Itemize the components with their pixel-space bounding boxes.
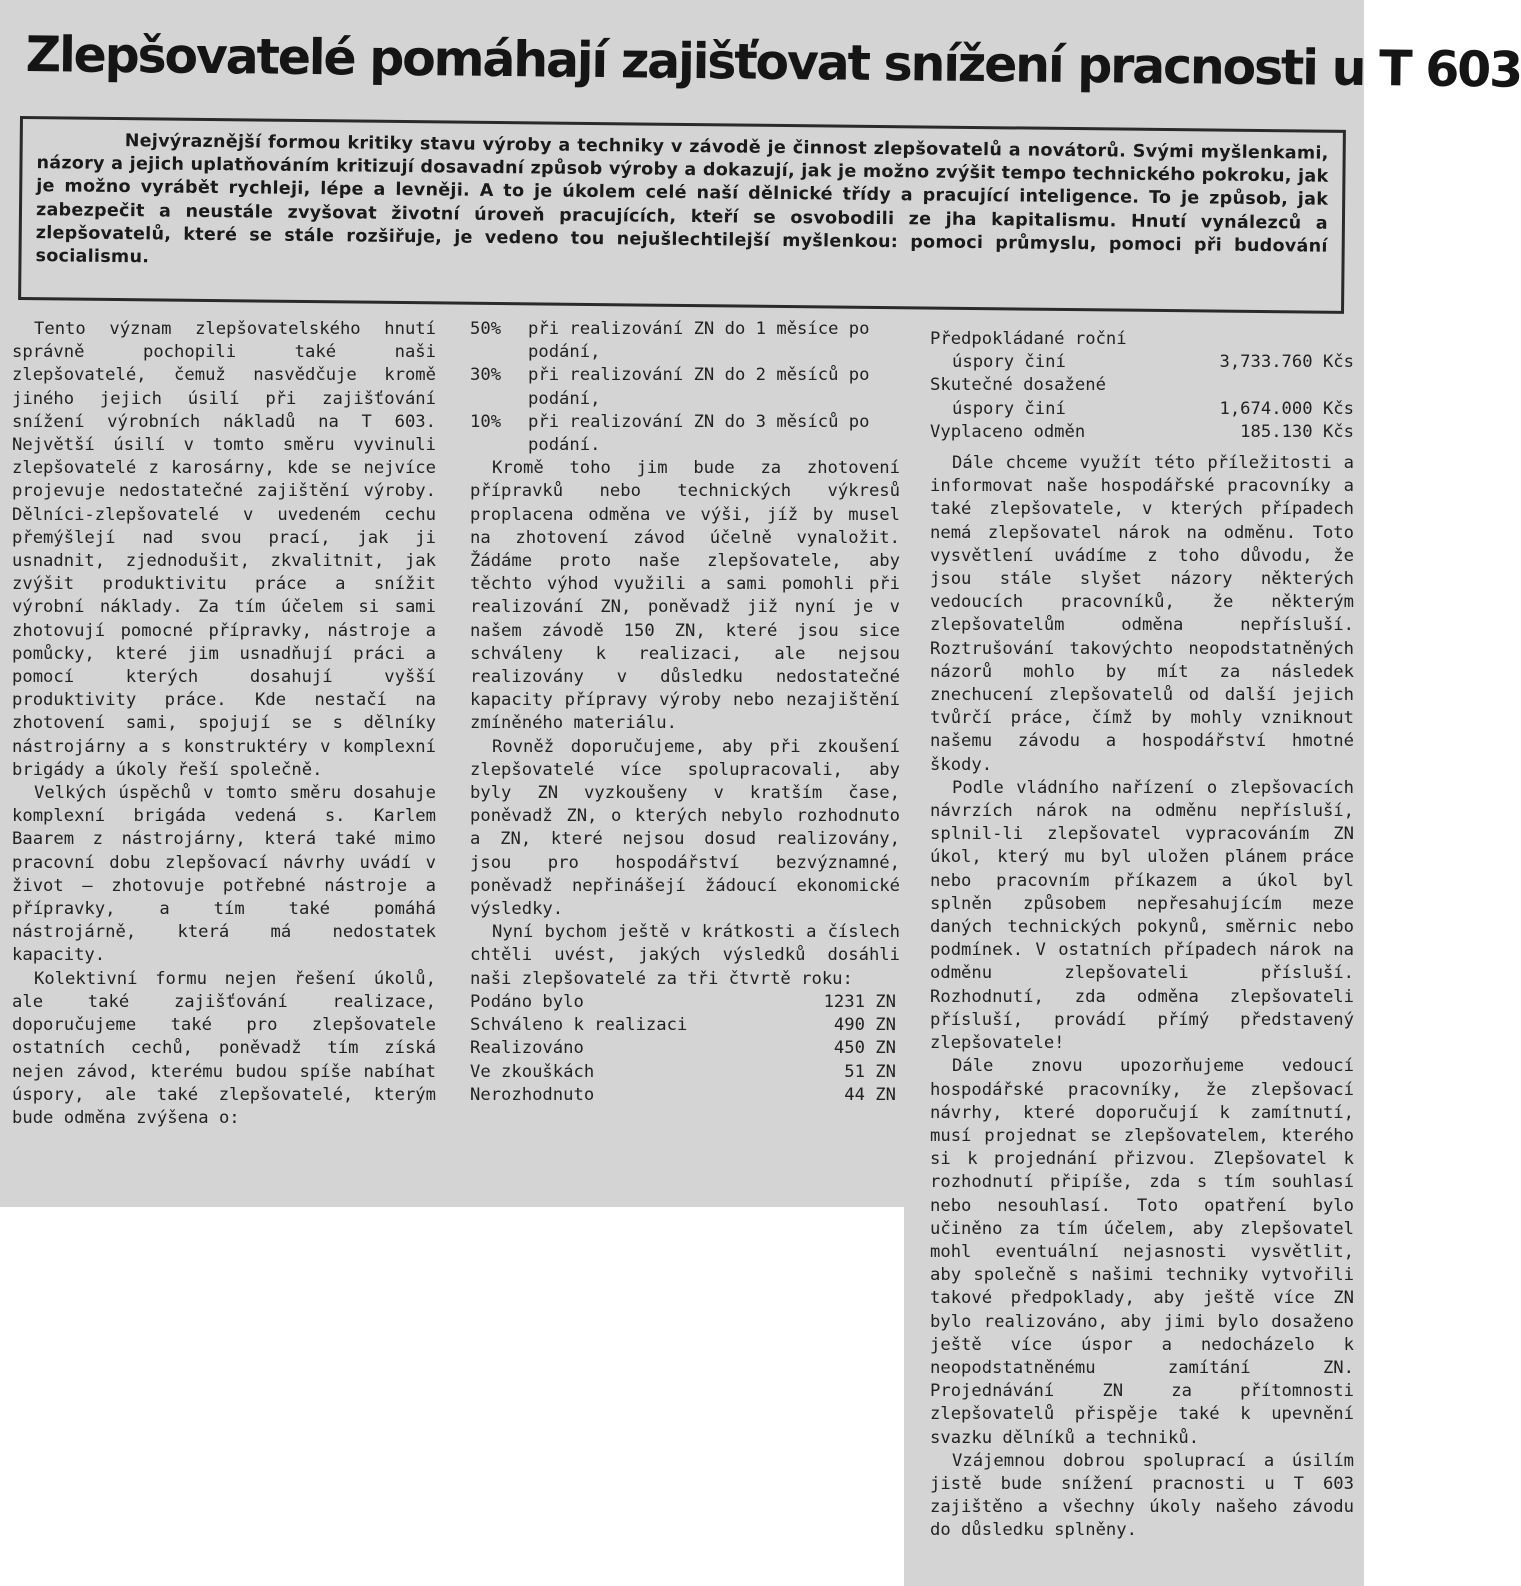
- finance-label: Vyplaceno odměn: [930, 421, 1086, 442]
- paragraph: Tento význam zlepšovatelského hnutí správně pochopili také naši zlepšovatelé, čemuž nasvědčuje kromě jiného jejich úsilí při zajišťování snížení výrobních nákladů na T 603. Největší úsilí v tomto směru vyvinuli zlepšovatelé z karosárny, kde se nejvíce projevuje nedostatečné zajištění výroby. Dělníci-zlepšovatelé v uvedeném cechu přemýšlejí nad svou prací, jak ji usnadnit, zjednodušit, zkvalitnit, jak zvýšit produktivitu práce a snížit výrobní náklady. Za tím účelem si sami zhotovují pomocné přípravky, nástroje a pomůcky, které jim usnadňují práci a pomocí kterých dosahují vyšší produktivity práce. Kde nestačí na zhotovení sami, spojují se s dělníky nástrojárny a s konstruktéry v komplexní brigády a úkoly řeší společně.: [12, 319, 436, 780]
- column-1: [12, 318, 436, 1130]
- stat-value: 450 ZN: [833, 1038, 896, 1059]
- finance-row: [930, 398, 1354, 421]
- column-3: [930, 328, 1354, 1543]
- paragraph: Podle vládního nařízení o zlepšovacích návrzích nárok na odměnu nepřísluší, splnil-li zlepšovatel vypracováním ZN úkol, který mu byl uložen plánem práce nebo pracovním příkazem a úkol byl splněn způsobem nepřesahujícím meze daných technických pokynů, směrnic nebo podmínek. V ostatních případech nárok na odměnu zlepšovateli přísluší. Rozhodnutí, zda odměna zlepšovateli přísluší, provádí přímý představený zlepšovatele!: [930, 777, 1354, 1054]
- finance-sublabel: úspory činí: [952, 352, 1066, 373]
- paragraph: Dále chceme využít této příležitosti a informovat naše hospodářské pracovníky a také zlepšovatele, v kterých případech nemá zlepšovatel nárok na odměnu. Toto vysvětlení uvádíme z toho důvodu, že jsou stále slyšet názory některých vedoucích pracovníků, že některým zlepšovatelům odměna nepřísluší. Roztrušování takovýchto neopodstatněných názorů mohlo by mít za následek znechucení zlepšovatelů od další jejich tvůrčí práce, čímž by mohly vzniknout našemu závodu a hospodářství hmotné škody.: [930, 453, 1354, 775]
- finance-item: [930, 421, 1354, 444]
- finance-sublabel: úspory činí: [952, 398, 1066, 419]
- finance-value: 3,733.760 Kčs: [1219, 352, 1354, 373]
- paragraph: Nyní bychom ještě v krátkosti a číslech chtěli uvést, jakých výsledků dosáhli naši zlepšovatelé za tři čtvrtě roku:: [470, 922, 900, 989]
- finance-row: [930, 351, 1354, 374]
- paragraph: Rovněž doporučujeme, aby při zkoušení zlepšovatelé více spolupracovali, aby byly ZN vyzkoušeny v kratším čase, poněvadž ZN, o kterých nebylo rozhodnuto a ZN, které nejsou dosud realizovány, jsou pro hospodářství bezvýznamné, poněvadž nepřinášejí žádoucí ekonomické výsledky.: [470, 736, 900, 920]
- stat-value: 44 ZN: [844, 1084, 896, 1105]
- stat-row: [470, 1014, 900, 1037]
- bonus-condition: při realizování ZN do 1 měsíce po podání,: [528, 319, 870, 363]
- stat-label: Schváleno k realizaci: [470, 1015, 688, 1036]
- bonus-condition: při realizování ZN do 2 měsíců po podání,: [528, 365, 870, 409]
- headline: Zlepšovatelé pomáhají zajišťovat snížení pracnosti u T 603: [25, 25, 1521, 99]
- bonus-condition: při realizování ZN do 3 měsíců po podání.: [528, 411, 870, 456]
- column-2: [470, 318, 900, 1107]
- paragraph: Vzájemnou dobrou spoluprací a úsilím jistě bude snížení pracnosti u T 603 zajištěno a všechny úkoly našeho závodu do důsledku splněny.: [930, 1450, 1354, 1541]
- stat-value: 51 ZN: [844, 1061, 896, 1082]
- bonus-item: [470, 364, 900, 410]
- stat-value: 1231 ZN: [823, 991, 896, 1012]
- paragraph: Dále znovu upozorňujeme vedoucí hospodářské pracovníky, že zlepšovací návrhy, které doporučují k zamítnutí, musí projednat se zlepšovatelem, kterého si k projednání přizvou. Zlepšovatel k rozhodnutí připíše, zda s tím souhlasí nebo nesouhlasí. Toto opatření bylo učiněno za tím účelem, aby zlepšovatel mohl eventuální nejasnosti vysvětlit, aby společně s našimi techniky vytvořili takové předpoklady, aby ještě více ZN bylo realizováno, aby jimi bylo dosaženo ještě více úspor a nedocházelo k neopodstatněnému zamítání ZN. Projednávání ZN za přítomnosti zlepšovatelů přispěje také k upevnění svazku dělníků a techniků.: [930, 1056, 1354, 1448]
- stat-label: Realizováno: [470, 1038, 584, 1059]
- finance-label: Předpokládané roční: [930, 329, 1127, 349]
- bonus-percent: 10%: [470, 411, 502, 432]
- stat-row: [470, 1037, 900, 1060]
- stat-label: Podáno bylo: [470, 991, 584, 1012]
- stat-row: [470, 1061, 900, 1084]
- bonus-percent: 30%: [470, 365, 502, 386]
- lead-paragraph: Nejvýraznější formou kritiky stavu výroby a techniky v závodě je činnost zlepšovatelů a novátorů. Svými myšlenkami, názory a jejich uplatňováním kritizují dosavadní způsob výroby a dokazují, jak je možno zvýšit tempo technického pokroku, jak je možno vyrábět rychleji, lépe a levněji. A to je úkolem celé naší dělnické třídy a pracující inteligence. To je způsob, jak zabezpečit a neustále zvyšovat životní úroveň pracujících, kteří se osvobodili ze jha kapitalismu. Hnutí vynálezců a zlepšovatelů, které se stále rozšiřuje, je vedeno tou nejušlechtilejší myšlenkou: pomoci průmyslu, pomoci při budování socialismu.: [35, 131, 1329, 268]
- stat-label: Nerozhodnuto: [470, 1084, 595, 1105]
- stat-label: Ve zkouškách: [470, 1061, 595, 1082]
- finance-value: 185.130 Kčs: [1240, 421, 1354, 442]
- finance-item: [930, 374, 1354, 420]
- paragraph: Velkých úspěchů v tomto směru dosahuje komplexní brigáda vedená s. Karlem Baarem z nástrojárny, která také mimo pracovní dobu zlepšovací návrhy uvádí v život — zhotovuje potřebné nástroje a přípravky, a tím také pomáhá nástrojárně, která má nedostatek kapacity.: [12, 783, 436, 966]
- stat-row: [470, 991, 900, 1014]
- finance-item: [930, 328, 1354, 374]
- bonus-percent: 50%: [470, 319, 502, 339]
- paragraph: Kromě toho jim bude za zhotovení přípravků nebo technických výkresů proplacena odměna ve výši, jíž by musel na zhotovení závod účelně vynaložit. Žádáme proto naše zlepšovatele, aby těchto výhod využili a sami pomohli při realizování ZN, poněvadž již nyní je v našem závodě 150 ZN, které jsou sice schváleny k realizaci, ale nejsou realizovány v důsledku nedostatečné kapacity přípravy výroby nebo nezajištění zmíněného materiálu.: [470, 458, 900, 734]
- lead-box: [18, 116, 1346, 314]
- paragraph: Kolektivní formu nejen řešení úkolů, ale také zajišťování realizace, doporučujeme také pro zlepšovatele ostatních cechů, poněvadž tím získá nejen závod, kterému budou spíše nabíhat úspory, ale také zlepšovatelé, kterým bude odměna zvýšena o:: [12, 968, 436, 1128]
- stat-value: 490 ZN: [833, 1015, 896, 1036]
- finance-value: 1,674.000 Kčs: [1219, 398, 1354, 419]
- bonus-item: [470, 411, 900, 457]
- stat-row: [470, 1084, 900, 1107]
- bonus-item: [470, 318, 900, 364]
- finance-label: Skutečné dosažené: [930, 375, 1106, 396]
